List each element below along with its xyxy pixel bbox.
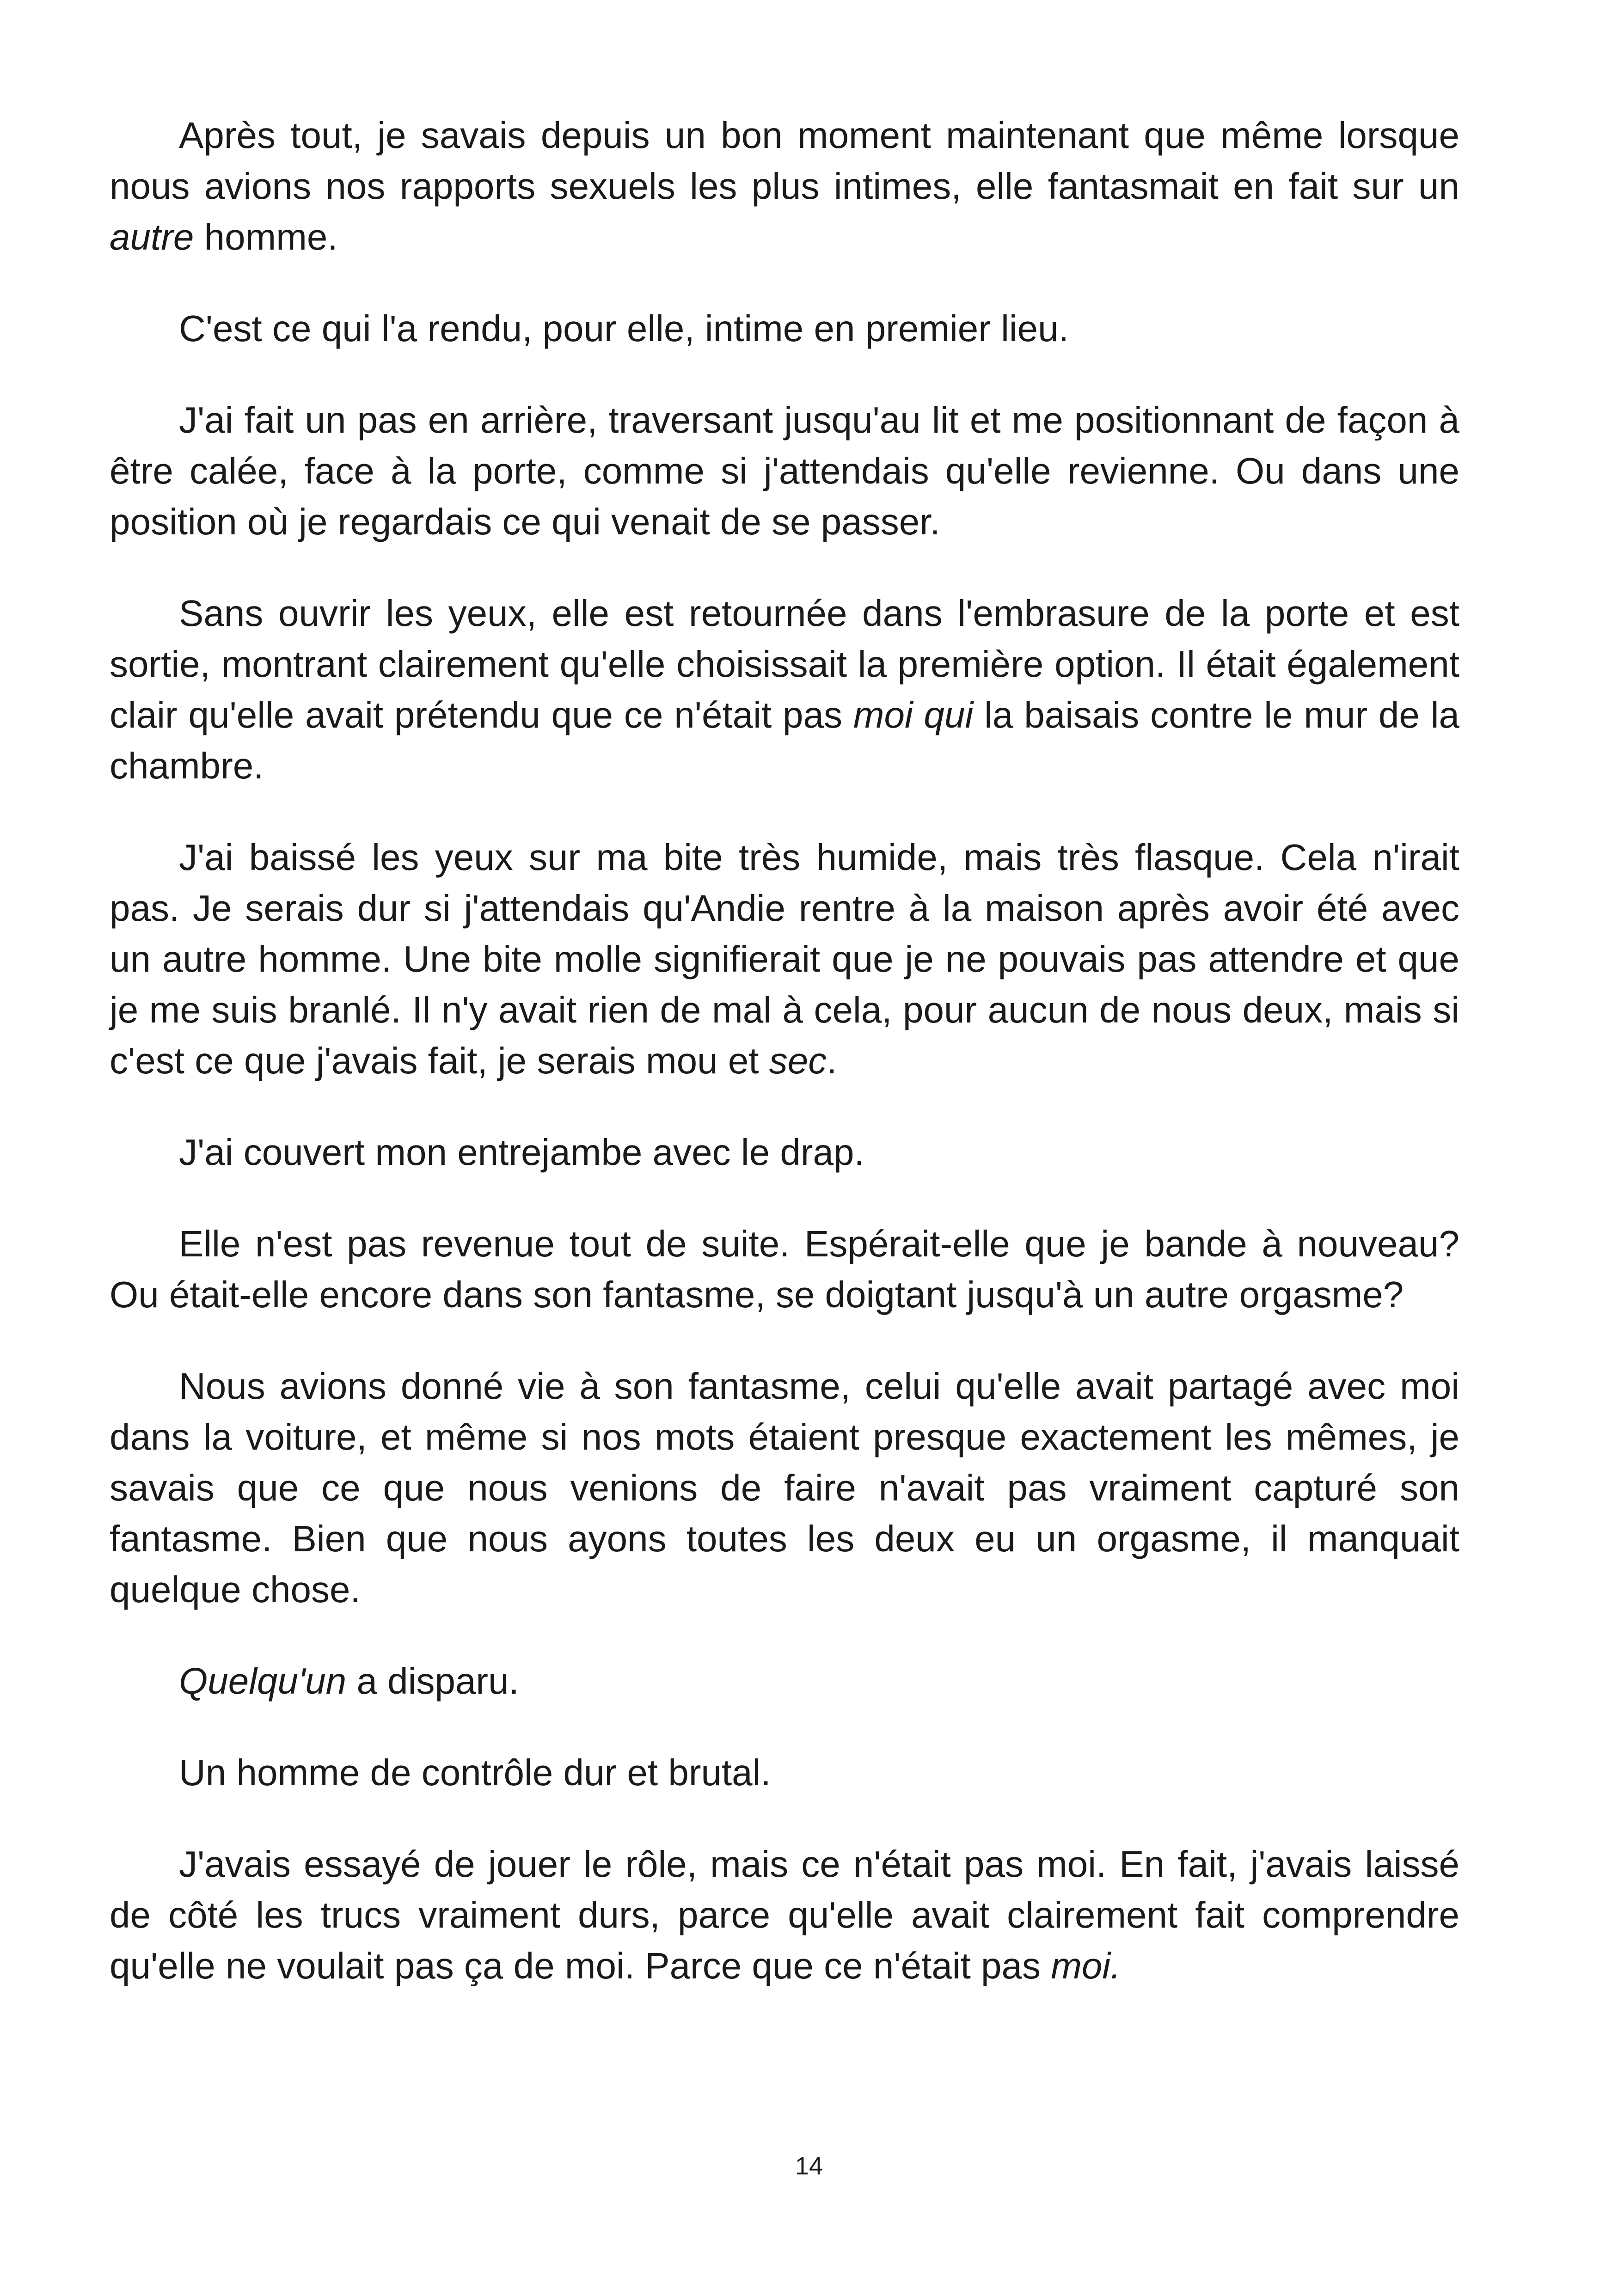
italic-text: moi. <box>1051 1945 1121 1986</box>
italic-text: Quelqu'un <box>179 1660 347 1702</box>
paragraph <box>110 1656 1459 1707</box>
text-segment: J'ai couvert mon entrejambe avec le drap. <box>179 1132 864 1173</box>
paragraph <box>110 1218 1459 1320</box>
text-segment: Elle n'est pas revenue tout de suite. Espérait-elle que je bande à nouveau? Ou était-elle encore dans son fantasme, se doigtant jusqu'à un autre orgasme? <box>110 1223 1459 1315</box>
text-segment: J'avais essayé de jouer le rôle, mais ce n'était pas moi. En fait, j'avais laissé de côté les trucs vraiment durs, parce qu'elle avait clairement fait comprendre qu'elle ne voulait pas ça de moi. Parce que ce n'était pas <box>110 1843 1459 1986</box>
italic-text: autre <box>110 216 194 257</box>
text-segment: Nous avions donné vie à son fantasme, celui qu'elle avait partagé avec moi dans la voiture, et même si nos mots étaient presque exactement les mêmes, je savais que ce que nous venions de faire n'avait pas vraiment capturé son fantasme. Bien que nous ayons toutes les deux eu un orgasme, il manquait quelque chose. <box>110 1365 1459 1610</box>
text-segment: a disparu. <box>346 1660 519 1702</box>
paragraph <box>110 588 1459 791</box>
paragraph <box>110 110 1459 263</box>
text-segment: J'ai fait un pas en arrière, traversant jusqu'au lit et me positionnant de façon à être calée, face à la porte, comme si j'attendais qu'elle revienne. Ou dans une position où je regardais ce qui venait de se passer. <box>110 399 1459 542</box>
italic-text: moi qui <box>853 694 974 735</box>
text-segment: homme. <box>194 216 338 257</box>
text-segment: J'ai baissé les yeux sur ma bite très humide, mais très flasque. Cela n'irait pas. Je serais dur si j'attendais qu'Andie rentre à la maison après avoir été avec un autre homme. Une bite molle signifierait que je ne pouvais pas attendre et que je me suis branlé. Il n'y avait rien de mal à cela, pour aucun de nous deux, mais si c'est ce que j'avais fait, je serais mou et <box>110 837 1459 1081</box>
text-segment: Sans ouvrir les yeux, elle est retournée dans l'embrasure de la porte et est sortie, montrant clairement qu'elle choisissait la première option. Il était également clair qu'elle avait prétendu que ce n'était pas <box>110 593 1459 735</box>
text-segment: Après tout, je savais depuis un bon moment maintenant que même lorsque nous avions nos rapports sexuels les plus intimes, elle fantasmait en fait sur un <box>110 115 1459 207</box>
paragraph <box>110 395 1459 547</box>
paragraph <box>110 1747 1459 1798</box>
paragraph <box>110 1839 1459 1991</box>
page-number: 14 <box>795 2152 823 2180</box>
paragraph <box>110 832 1459 1086</box>
text-segment: Un homme de contrôle dur et brutal. <box>179 1752 771 1793</box>
text-segment: la baisais contre le mur de la chambre. <box>110 694 1460 786</box>
text-segment: C'est ce qui l'a rendu, pour elle, intime en premier lieu. <box>179 308 1069 349</box>
italic-text: sec <box>769 1040 827 1081</box>
paragraph <box>110 1127 1459 1178</box>
paragraph <box>110 1361 1459 1615</box>
paragraph <box>110 303 1459 354</box>
body-text <box>110 110 1459 2032</box>
text-segment: . <box>827 1040 837 1081</box>
